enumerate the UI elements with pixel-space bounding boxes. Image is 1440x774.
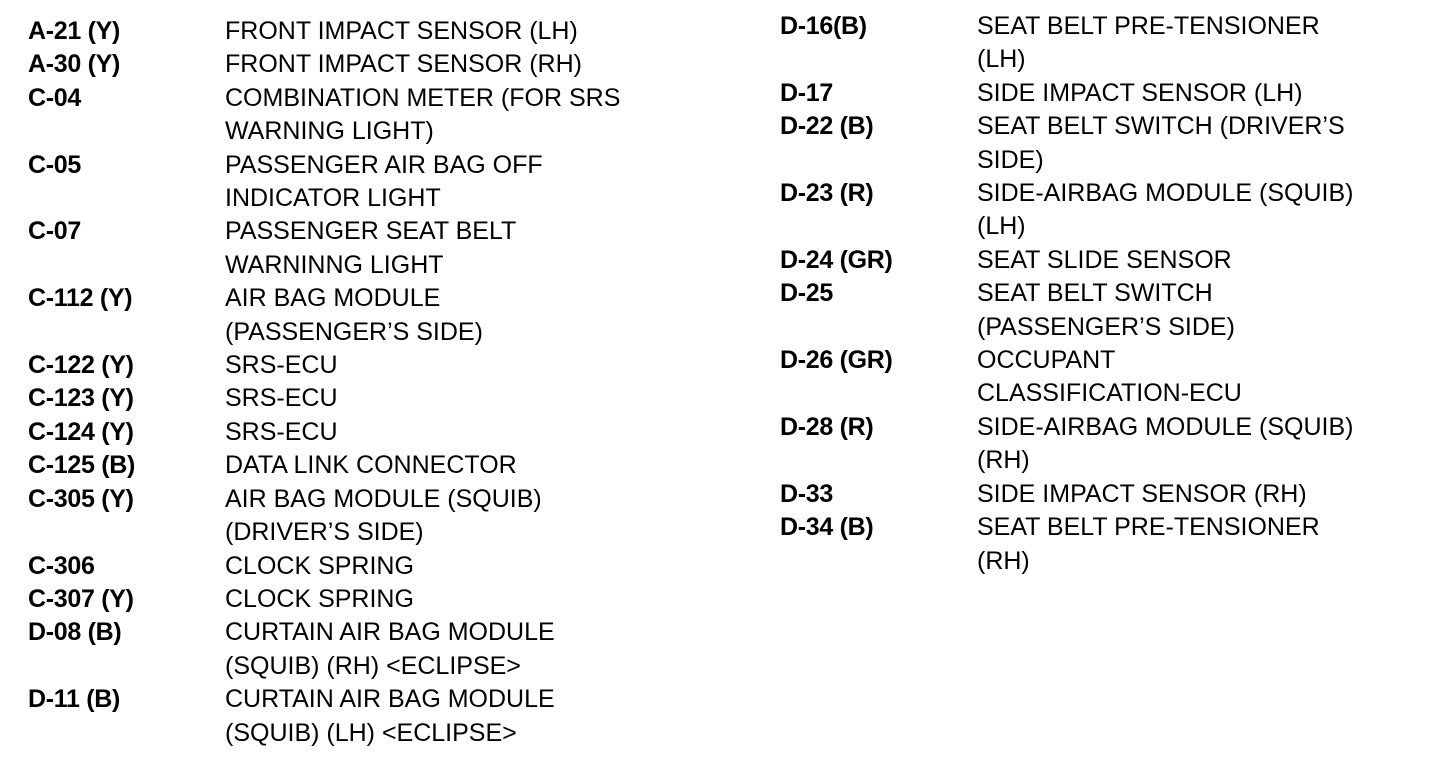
connector-entry bbox=[28, 215, 728, 282]
description-line: SIDE) bbox=[977, 145, 1044, 174]
connector-code: C-04 bbox=[28, 83, 81, 112]
description-line: (SQUIB) (RH) <ECLIPSE> bbox=[225, 651, 521, 680]
connector-entry bbox=[28, 683, 728, 750]
connector-description bbox=[225, 48, 582, 81]
description-line: (DRIVER’S SIDE) bbox=[225, 518, 424, 547]
description-line: COMBINATION METER (FOR SRS bbox=[225, 83, 621, 112]
description-line: AIR BAG MODULE (SQUIB) bbox=[225, 484, 542, 513]
connector-code: D-08 (B) bbox=[28, 618, 122, 647]
connector-description bbox=[977, 511, 1320, 578]
connector-code: D-28 (R) bbox=[780, 412, 874, 441]
left-connector-list bbox=[28, 15, 728, 750]
connector-description bbox=[977, 244, 1232, 277]
description-line: SIDE-AIRBAG MODULE (SQUIB) bbox=[977, 412, 1354, 441]
connector-code: D-22 (B) bbox=[780, 112, 874, 141]
connector-description bbox=[225, 82, 620, 149]
description-line: (PASSENGER’S SIDE) bbox=[225, 317, 483, 346]
description-line: CURTAIN AIR BAG MODULE bbox=[225, 618, 555, 647]
description-line: (LH) bbox=[977, 45, 1026, 74]
connector-code: A-21 (Y) bbox=[28, 17, 121, 45]
connector-entry bbox=[780, 110, 1420, 177]
description-line: SEAT BELT SWITCH bbox=[977, 279, 1213, 308]
connector-entry bbox=[780, 478, 1420, 511]
connector-code: D-23 (R) bbox=[780, 179, 874, 208]
description-line: CLOCK SPRING bbox=[225, 584, 414, 613]
connector-description bbox=[225, 149, 543, 216]
connector-description bbox=[225, 15, 578, 48]
connector-entry bbox=[28, 483, 728, 550]
description-line: (LH) bbox=[977, 212, 1026, 241]
connector-entry bbox=[780, 277, 1420, 344]
connector-code: D-16(B) bbox=[780, 12, 867, 40]
connector-description bbox=[977, 344, 1242, 411]
connector-description bbox=[225, 282, 483, 349]
connector-entry bbox=[780, 411, 1420, 478]
connector-description bbox=[977, 411, 1353, 478]
connector-code: D-11 (B) bbox=[28, 685, 121, 714]
connector-description bbox=[225, 583, 414, 616]
connector-entry bbox=[28, 382, 728, 415]
description-line: CURTAIN AIR BAG MODULE bbox=[225, 685, 555, 714]
connector-code: D-24 (GR) bbox=[780, 245, 893, 274]
description-line: SRS-ECU bbox=[225, 351, 338, 380]
connector-code: C-125 (B) bbox=[28, 451, 136, 480]
connector-description bbox=[977, 177, 1353, 244]
connector-entry bbox=[28, 583, 728, 616]
connector-entry bbox=[780, 344, 1420, 411]
connector-description bbox=[225, 483, 542, 550]
description-line: DATA LINK CONNECTOR bbox=[225, 451, 517, 480]
connector-code: C-123 (Y) bbox=[28, 384, 134, 413]
connector-code: C-112 (Y) bbox=[28, 284, 133, 313]
connector-code: A-30 (Y) bbox=[28, 50, 121, 79]
connector-description bbox=[977, 10, 1320, 77]
connector-entry bbox=[28, 449, 728, 482]
description-line: SEAT SLIDE SENSOR bbox=[977, 245, 1232, 274]
connector-description bbox=[225, 616, 555, 683]
description-line: SRS-ECU bbox=[225, 417, 338, 446]
connector-code: C-05 bbox=[28, 150, 81, 179]
connector-code: C-07 bbox=[28, 217, 81, 246]
connector-code: C-306 bbox=[28, 551, 95, 580]
connector-entry bbox=[780, 10, 1420, 77]
connector-code: D-17 bbox=[780, 78, 833, 107]
connector-description bbox=[977, 110, 1345, 177]
description-line: SIDE IMPACT SENSOR (RH) bbox=[977, 479, 1307, 508]
connector-code: C-124 (Y) bbox=[28, 417, 134, 446]
connector-entry bbox=[28, 48, 728, 81]
description-line: (RH) bbox=[977, 546, 1030, 575]
connector-code: D-26 (GR) bbox=[780, 346, 893, 375]
description-line: WARNING LIGHT) bbox=[225, 117, 434, 146]
connector-code: D-25 bbox=[780, 279, 833, 308]
description-line: WARNINNG LIGHT bbox=[225, 250, 444, 279]
description-line: (SQUIB) (LH) <ECLIPSE> bbox=[225, 718, 517, 747]
connector-description bbox=[977, 277, 1235, 344]
connector-code: C-122 (Y) bbox=[28, 351, 134, 380]
connector-description bbox=[225, 215, 516, 282]
connector-entry bbox=[780, 77, 1420, 110]
connector-description bbox=[225, 382, 338, 415]
description-line: CLOCK SPRING bbox=[225, 551, 414, 580]
description-line: OCCUPANT bbox=[977, 346, 1116, 375]
description-line: SRS-ECU bbox=[225, 384, 338, 413]
description-line: PASSENGER SEAT BELT bbox=[225, 217, 517, 246]
connector-entry bbox=[28, 616, 728, 683]
connector-code: D-33 bbox=[780, 479, 833, 508]
description-line: FRONT IMPACT SENSOR (RH) bbox=[225, 50, 582, 79]
description-line: SEAT BELT PRE-TENSIONER bbox=[977, 12, 1320, 40]
description-line: FRONT IMPACT SENSOR (LH) bbox=[225, 17, 578, 45]
connector-entry bbox=[780, 244, 1420, 277]
connector-entry bbox=[780, 177, 1420, 244]
description-line: SIDE-AIRBAG MODULE (SQUIB) bbox=[977, 179, 1354, 208]
connector-entry bbox=[28, 149, 728, 216]
connector-description bbox=[225, 683, 555, 750]
connector-entry bbox=[28, 282, 728, 349]
connector-description bbox=[977, 478, 1307, 511]
connector-description bbox=[225, 550, 414, 583]
description-line: CLASSIFICATION-ECU bbox=[977, 379, 1242, 408]
description-line: INDICATOR LIGHT bbox=[225, 184, 441, 213]
connector-code: D-34 (B) bbox=[780, 513, 874, 542]
connector-entry bbox=[780, 511, 1420, 578]
right-connector-list bbox=[780, 10, 1420, 578]
description-line: (PASSENGER’S SIDE) bbox=[977, 312, 1235, 341]
connector-description bbox=[977, 77, 1303, 110]
connector-description bbox=[225, 416, 338, 449]
description-line: SIDE IMPACT SENSOR (LH) bbox=[977, 78, 1303, 107]
connector-entry bbox=[28, 550, 728, 583]
connector-code: C-307 (Y) bbox=[28, 584, 134, 613]
connector-code: C-305 (Y) bbox=[28, 484, 134, 513]
connector-entry bbox=[28, 349, 728, 382]
connector-entry bbox=[28, 416, 728, 449]
description-line: SEAT BELT SWITCH (DRIVER’S bbox=[977, 112, 1345, 141]
connector-description bbox=[225, 449, 517, 482]
connector-entry bbox=[28, 82, 728, 149]
connector-entry bbox=[28, 15, 728, 48]
description-line: PASSENGER AIR BAG OFF bbox=[225, 150, 543, 179]
description-line: AIR BAG MODULE bbox=[225, 284, 441, 313]
description-line: (RH) bbox=[977, 446, 1030, 475]
description-line: SEAT BELT PRE-TENSIONER bbox=[977, 513, 1320, 542]
connector-description bbox=[225, 349, 338, 382]
